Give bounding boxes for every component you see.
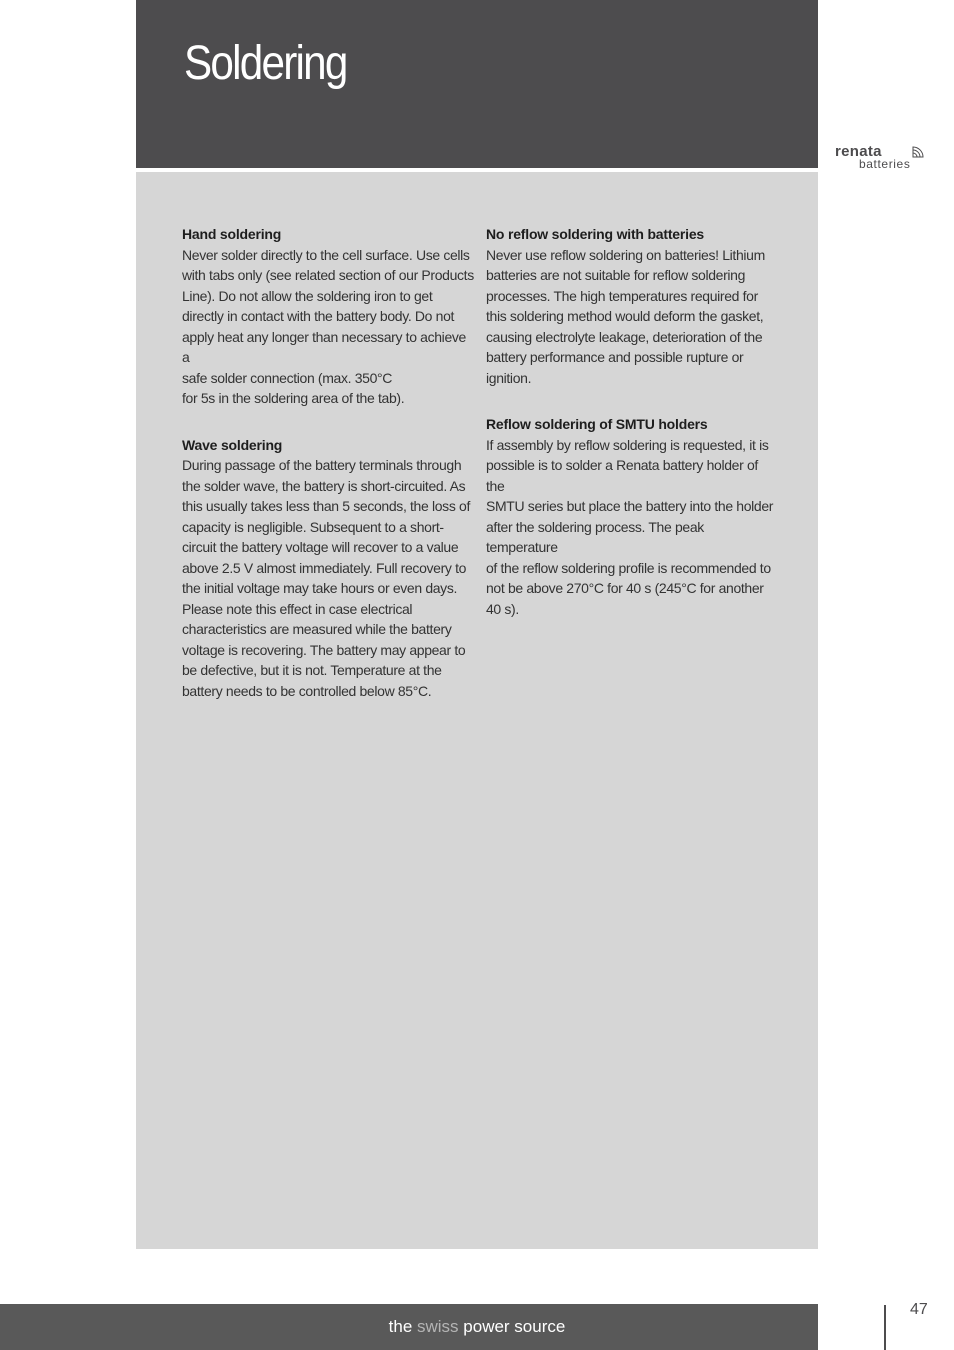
section-body: Never solder directly to the cell surface. Use cells with tabs only (see related section of our Products Line). Do not allow the soldering iron to get directly in contact with the battery body. Do not apply heat any longer than necessary to achieve a safe solder connection (max. 350°C for 5s in the soldering area of the tab). [182, 246, 474, 406]
tagline-post: power source [458, 1317, 566, 1336]
header-band [136, 0, 818, 168]
section-no-reflow-soldering [486, 224, 778, 388]
section-hand-soldering [182, 224, 474, 409]
content-panel [136, 172, 818, 1249]
footer-tagline [389, 1317, 566, 1337]
section-body: During passage of the battery terminals through the solder wave, the battery is short-circuited. As this usually takes less than 5 seconds, the loss of capacity is negligible. Subsequent to a short- circuit the battery voltage will recover to a value above 2.5 V almost immediately. Full recovery to the initial voltage may take hours or even days. Please note this effect in case electrical characteristics are measured while the battery voltage is recovering. The battery may appear to be defective, but it is not. Temperature at the battery needs to be controlled below 85°C. [182, 457, 470, 699]
section-wave-soldering [182, 435, 474, 702]
tagline-pre: the [388, 1317, 417, 1336]
section-heading: Wave soldering [182, 436, 283, 453]
section-heading: Hand soldering [182, 226, 282, 242]
footer-band [0, 1304, 818, 1350]
section-reflow-smtu-holders [486, 414, 778, 619]
right-column [486, 224, 778, 645]
section-body: If assembly by reflow soldering is requested, it is possible is to solder a Renata battery holder of the SMTU series but place the battery into the holder after the soldering process. The peak temperature of the reflow soldering profile is recommended to not be above 270°C for 40 s (245°C for another 40 s). [486, 436, 774, 617]
tagline-accent: swiss [417, 1317, 459, 1336]
page-number-divider [884, 1305, 886, 1350]
left-column [182, 224, 474, 727]
brand-sub: batteries [859, 157, 911, 171]
page-number: 47 [910, 1301, 928, 1318]
signal-waves-icon [912, 146, 924, 158]
section-heading: No reflow soldering with batteries [486, 226, 705, 242]
brand-logo [835, 143, 935, 173]
section-body: Never use reflow soldering on batteries! Lithium batteries are not suitable for reflow soldering processes. The high temperatures required for this soldering method would deform the gasket, causing electrolyte leakage, deterioration of the battery performance and possible rupture or ignition. [486, 246, 765, 386]
section-heading: Reflow soldering of SMTU holders [486, 416, 708, 432]
page-title: Soldering [184, 37, 347, 90]
brand-name: renata [835, 143, 882, 160]
